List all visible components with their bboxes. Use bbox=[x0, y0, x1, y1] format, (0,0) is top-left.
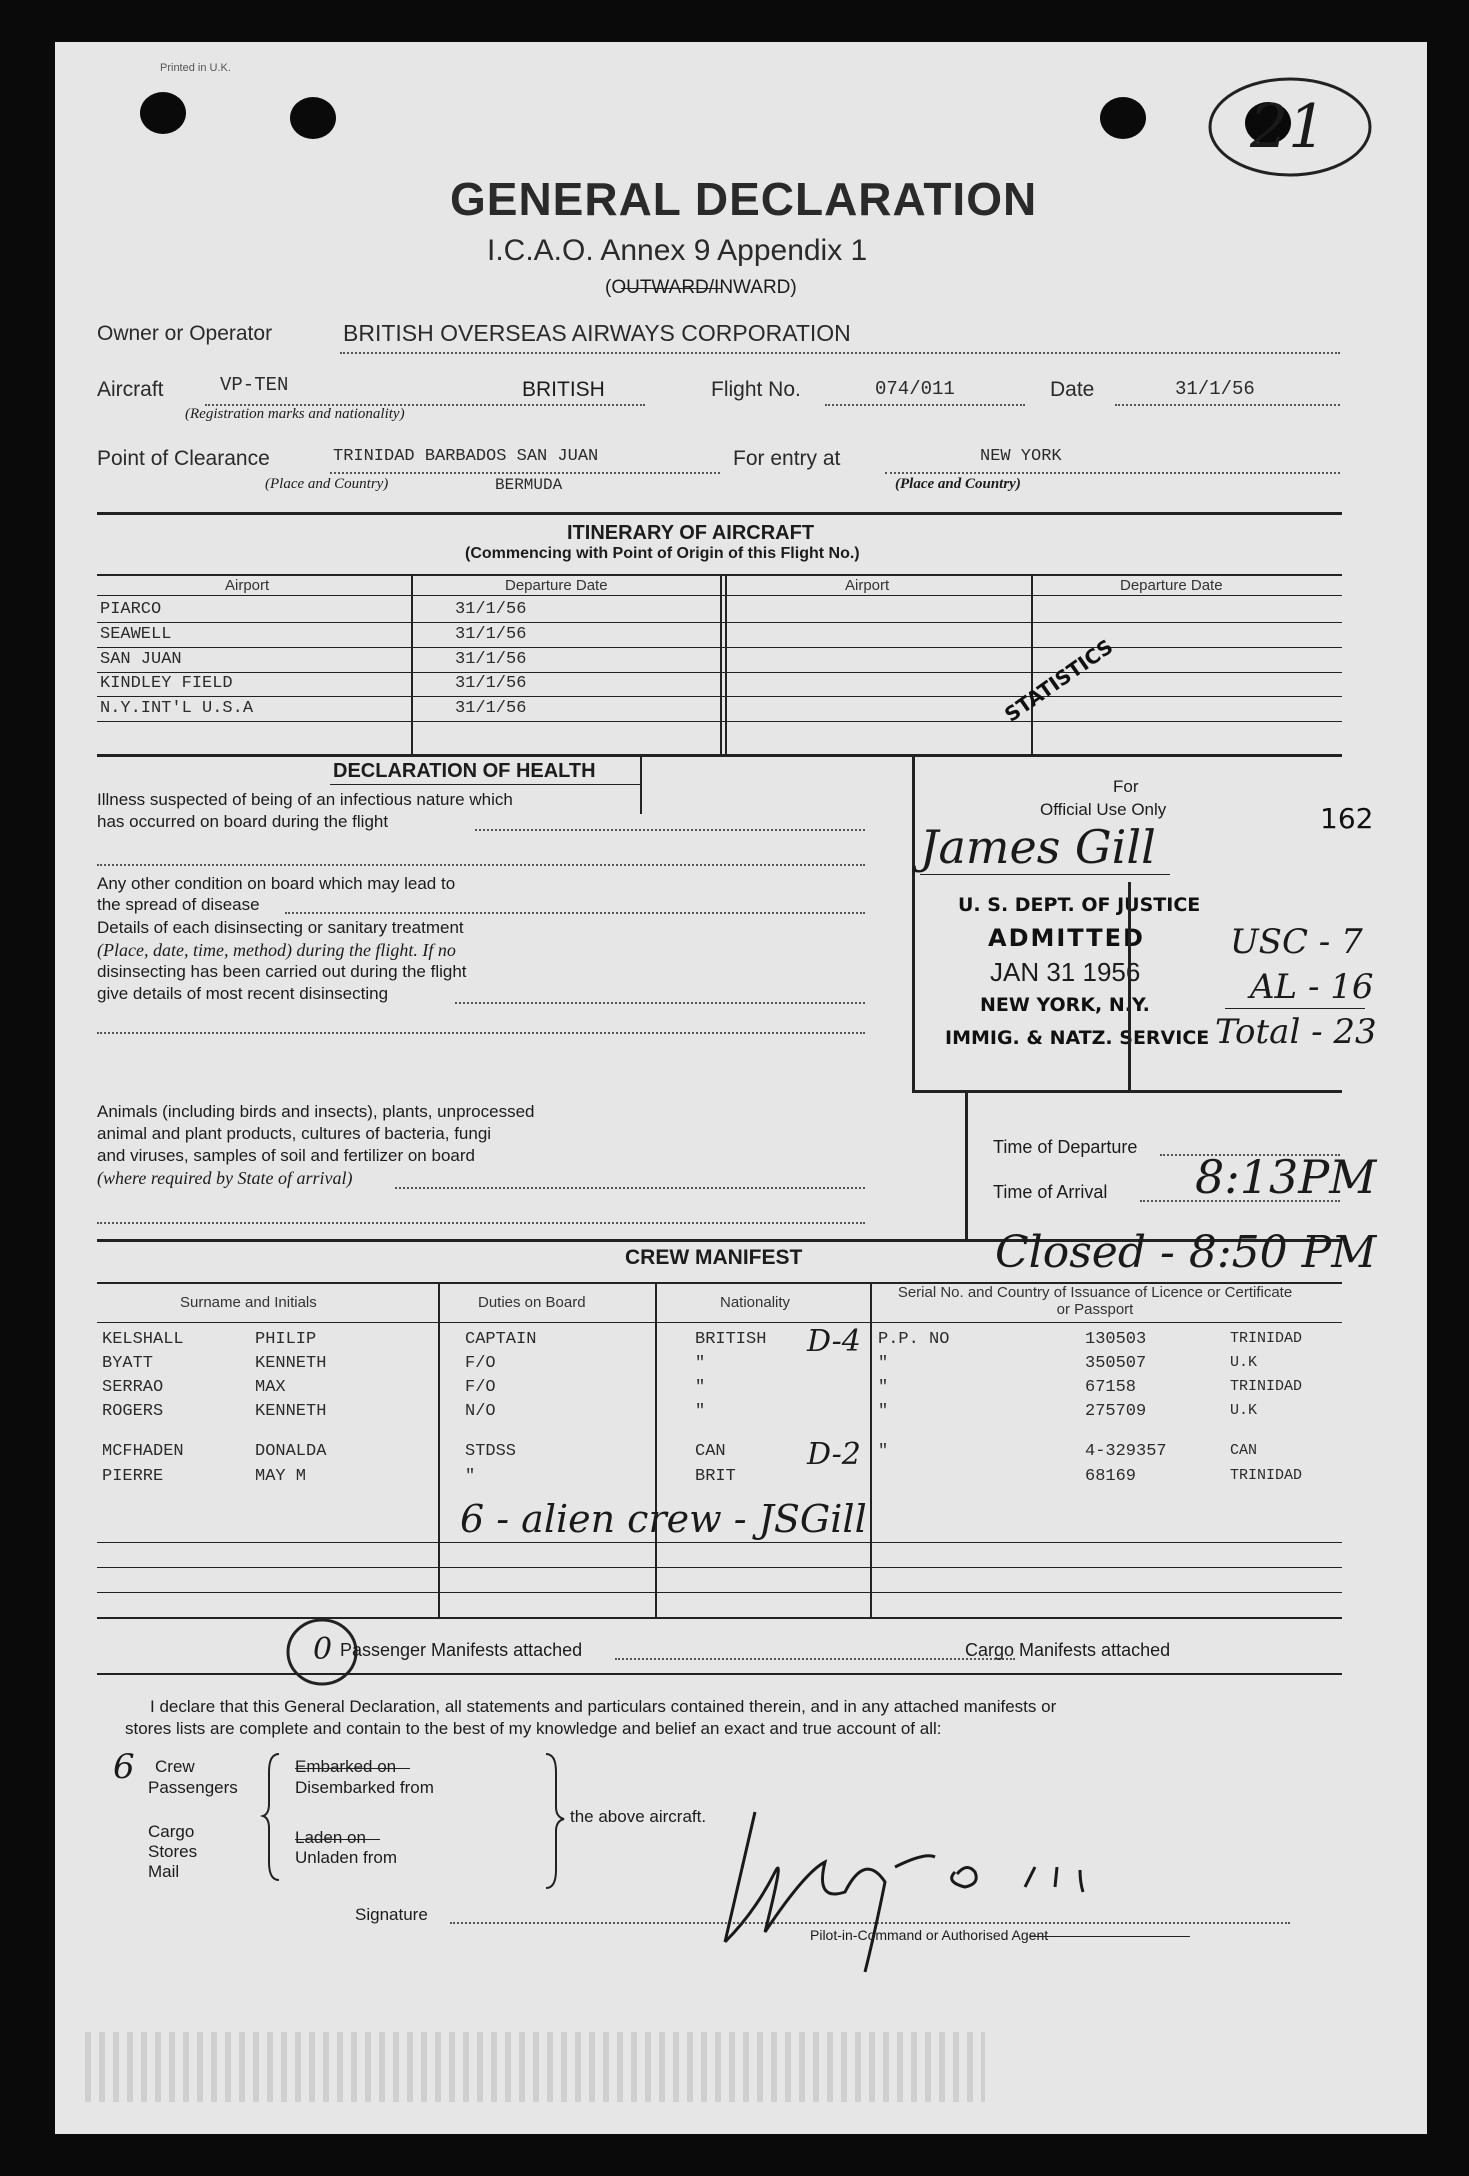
crew-surname: PIERRE bbox=[102, 1467, 164, 1486]
crew-header-duties: Duties on Board bbox=[478, 1294, 586, 1311]
embarked-label: Embarked on bbox=[295, 1757, 397, 1776]
disembarked-label: Disembarked from bbox=[295, 1778, 434, 1797]
health-illness-1: Illness suspected of being of an infectious nature which bbox=[97, 790, 513, 809]
stamp-bar bbox=[1128, 882, 1131, 1092]
crew-pp: " bbox=[878, 1354, 889, 1373]
official-signature: James Gill bbox=[920, 820, 1156, 874]
entry-line bbox=[885, 472, 1340, 474]
animals-2: animal and plant products, cultures of bacteria, fungi bbox=[97, 1124, 492, 1143]
health-illness-2: has occurred on board during the flight bbox=[97, 812, 389, 831]
brace bbox=[540, 1752, 570, 1892]
stamp-dept: U. S. DEPT. OF JUSTICE bbox=[958, 894, 1201, 916]
itinerary-col bbox=[725, 574, 727, 754]
laden-strikethrough bbox=[295, 1839, 380, 1840]
health-disinsect-2: (Place, date, time, method) during the flight. If no bbox=[97, 940, 456, 960]
itinerary-date: 31/1/56 bbox=[455, 650, 527, 669]
animals-line bbox=[395, 1187, 865, 1189]
health-disinsect-4: give details of most recent disinsecting bbox=[97, 984, 389, 1003]
crew-pp: P.P. NO bbox=[878, 1330, 950, 1349]
brace bbox=[265, 1752, 285, 1882]
owner-value: BRITISH OVERSEAS AIRWAYS CORPORATION bbox=[343, 320, 851, 346]
health-title-bar bbox=[640, 754, 642, 814]
stamp-date: JAN 31 1956 bbox=[990, 957, 1141, 987]
crew-nationality: BRIT bbox=[695, 1467, 736, 1486]
crew-surname: ROGERS bbox=[102, 1402, 164, 1421]
animals-1: Animals (including birds and insects), plants, unprocessed bbox=[97, 1102, 535, 1121]
crew-nationality: " bbox=[695, 1378, 706, 1397]
crew-surname: SERRAO bbox=[102, 1378, 164, 1397]
animals-line bbox=[97, 1222, 865, 1224]
punch-hole bbox=[140, 92, 186, 134]
flight-line bbox=[825, 404, 1025, 406]
crew-header-rule bbox=[97, 1322, 1342, 1323]
health-other-1: Any other condition on board which may lead to bbox=[97, 874, 456, 893]
clearance-value: TRINIDAD BARBADOS SAN JUAN bbox=[333, 447, 599, 466]
itinerary-airport: PIARCO bbox=[100, 600, 162, 619]
official-use-label: Official Use Only bbox=[1040, 800, 1167, 819]
official-number: 162 bbox=[1320, 802, 1374, 835]
stores-label: Stores bbox=[148, 1842, 198, 1861]
stamp-city: NEW YORK, N.Y. bbox=[980, 994, 1150, 1016]
date-line bbox=[1115, 404, 1340, 406]
crew-header-serial: Serial No. and Country of Issuance of Licence or Certificate or Passport bbox=[897, 1284, 1293, 1318]
cargo-label: Cargo bbox=[148, 1822, 195, 1841]
crew-surname: MCFHADEN bbox=[102, 1442, 184, 1461]
crew-duty: F/O bbox=[465, 1378, 496, 1397]
owner-line bbox=[340, 352, 1340, 354]
owner-label: Owner or Operator bbox=[97, 322, 273, 345]
itinerary-airport: N.Y.INT'L U.S.A bbox=[100, 699, 254, 718]
crew-nationality: CAN bbox=[695, 1442, 726, 1461]
crew-country: TRINIDAD bbox=[1230, 1467, 1303, 1484]
printed-in-note: Printed in U.K. bbox=[160, 62, 231, 74]
divider bbox=[97, 1673, 1342, 1675]
official-usc: USC - 7 bbox=[1230, 922, 1363, 962]
aircraft-caption: (Registration marks and nationality) bbox=[185, 406, 405, 422]
crew-nationality: BRITISH bbox=[695, 1330, 767, 1349]
punch-hole bbox=[1100, 97, 1146, 139]
crew-duty: " bbox=[465, 1467, 476, 1486]
clearance-caption: (Place and Country) bbox=[265, 476, 389, 492]
above-aircraft: the above aircraft. bbox=[570, 1807, 707, 1826]
closed-note: Closed - 8:50 PM bbox=[995, 1227, 1377, 1278]
punch-hole bbox=[290, 97, 336, 139]
crew-duty: STDSS bbox=[465, 1442, 517, 1461]
health-title-rule bbox=[330, 784, 640, 785]
crew-initials: MAX bbox=[255, 1378, 286, 1397]
crew-nationality: " bbox=[695, 1354, 706, 1373]
crew-pp: " bbox=[878, 1442, 889, 1461]
date-label: Date bbox=[1050, 378, 1095, 401]
itinerary-rule bbox=[97, 696, 1342, 697]
laden-label: Laden on bbox=[295, 1828, 366, 1847]
crew-serial: 4-329357 bbox=[1085, 1442, 1167, 1461]
pilot-label: Pilot-in-Command or Authorised Agent bbox=[810, 1927, 1049, 1943]
manifest-count: 0 bbox=[313, 1632, 333, 1667]
crew-serial: 130503 bbox=[1085, 1330, 1147, 1349]
itinerary-date: 31/1/56 bbox=[455, 625, 527, 644]
time-arrival-value: 8:13PM bbox=[1195, 1150, 1377, 1204]
clearance-value-2: BERMUDA bbox=[495, 476, 563, 494]
pilot-signature bbox=[695, 1792, 1315, 1992]
entry-value: NEW YORK bbox=[980, 447, 1062, 466]
statistics-stamp: STATISTICS bbox=[1000, 634, 1118, 727]
crew-country: U.K bbox=[1230, 1354, 1258, 1371]
time-departure-label: Time of Departure bbox=[993, 1137, 1138, 1157]
itinerary-rule bbox=[97, 622, 1342, 623]
itinerary-col bbox=[411, 574, 413, 754]
crew-initials: KENNETH bbox=[255, 1402, 327, 1421]
crew-initials: PHILIP bbox=[255, 1330, 317, 1349]
itinerary-subtitle: (Commencing with Point of Origin of this Flight No.) bbox=[465, 545, 860, 562]
clearance-line bbox=[330, 472, 720, 474]
itinerary-date: 31/1/56 bbox=[455, 600, 527, 619]
itinerary-header-airport: Airport bbox=[225, 577, 270, 594]
crew-mark-d2: D-2 bbox=[807, 1437, 861, 1472]
crew-serial: 67158 bbox=[1085, 1378, 1137, 1397]
crew-serial: 275709 bbox=[1085, 1402, 1147, 1421]
aircraft-nationality: BRITISH bbox=[522, 378, 605, 401]
unladen-label: Unladen from bbox=[295, 1848, 398, 1867]
crew-pp: " bbox=[878, 1402, 889, 1421]
time-arrival-label: Time of Arrival bbox=[993, 1182, 1108, 1202]
aircraft-reg: VP-TEN bbox=[220, 374, 289, 396]
health-line bbox=[285, 912, 865, 914]
crew-country: TRINIDAD bbox=[1230, 1378, 1303, 1395]
declaration-form bbox=[55, 42, 1427, 2134]
itinerary-col bbox=[1031, 574, 1033, 754]
crew-duty: N/O bbox=[465, 1402, 496, 1421]
cargo-manifests: Cargo Manifests attached bbox=[965, 1640, 1171, 1660]
health-title: DECLARATION OF HEALTH bbox=[333, 760, 596, 782]
stamp-service: IMMIG. & NATZ. SERVICE bbox=[945, 1027, 1210, 1049]
signature-label: Signature bbox=[355, 1905, 428, 1924]
crew-duty: F/O bbox=[465, 1354, 496, 1373]
health-line bbox=[475, 829, 865, 831]
itinerary-date: 31/1/56 bbox=[455, 674, 527, 693]
health-line bbox=[97, 864, 865, 866]
crew-rule bbox=[97, 1542, 1342, 1543]
direction: (OUTWARD/INWARD) bbox=[605, 277, 797, 298]
aircraft-label: Aircraft bbox=[97, 378, 164, 401]
faded-marks bbox=[85, 2032, 985, 2102]
crew-serial: 68169 bbox=[1085, 1467, 1137, 1486]
health-disinsect-1: Details of each disinsecting or sanitary treatment bbox=[97, 918, 464, 937]
passengers-label: Passengers bbox=[148, 1778, 238, 1797]
crew-nationality: " bbox=[695, 1402, 706, 1421]
crew-surname: KELSHALL bbox=[102, 1330, 184, 1349]
itinerary-header-date: Departure Date bbox=[505, 577, 608, 594]
itinerary-col bbox=[720, 574, 722, 754]
entry-caption: (Place and Country) bbox=[895, 476, 1021, 492]
itinerary-rule bbox=[97, 721, 1342, 722]
times-box-left bbox=[965, 1092, 968, 1240]
crew-pp: " bbox=[878, 1378, 889, 1397]
itinerary-date: 31/1/56 bbox=[455, 699, 527, 718]
itinerary-airport: SEAWELL bbox=[100, 625, 172, 644]
itinerary-rule bbox=[97, 672, 1342, 673]
embarked-strikethrough bbox=[295, 1768, 410, 1769]
crew-label: Crew bbox=[155, 1757, 195, 1776]
declaration-text-2: stores lists are complete and contain to the best of my knowledge and belief an exact and true account of all: bbox=[125, 1719, 942, 1738]
itinerary-rule bbox=[97, 647, 1342, 648]
crew-country: U.K bbox=[1230, 1402, 1258, 1419]
direction-strikethrough bbox=[621, 288, 721, 289]
crew-surname: BYATT bbox=[102, 1354, 154, 1373]
official-box-left bbox=[912, 754, 915, 1092]
declaration-text-1: I declare that this General Declaration, all statements and particulars contained therein, and in any attached manifests or bbox=[150, 1697, 1057, 1716]
official-total: Total - 23 bbox=[1215, 1012, 1377, 1052]
official-al: AL - 16 bbox=[1250, 967, 1374, 1007]
crew-country: TRINIDAD bbox=[1230, 1330, 1303, 1347]
official-al-rule bbox=[1225, 1008, 1365, 1009]
animals-3: and viruses, samples of soil and fertilizer on board bbox=[97, 1146, 475, 1165]
crew-duty: CAPTAIN bbox=[465, 1330, 537, 1349]
crew-note: 6 - alien crew - JSGill bbox=[460, 1497, 867, 1541]
page-subtitle: I.C.A.O. Annex 9 Appendix 1 bbox=[487, 234, 868, 267]
entry-label: For entry at bbox=[733, 447, 841, 470]
flight-value: 074/011 bbox=[875, 378, 955, 400]
official-box-bottom bbox=[912, 1090, 1342, 1093]
official-signature-rule bbox=[920, 874, 1170, 875]
itinerary-airport: SAN JUAN bbox=[100, 650, 182, 669]
itinerary-title: ITINERARY OF AIRCRAFT bbox=[567, 522, 815, 544]
page-title: GENERAL DECLARATION bbox=[450, 173, 1038, 225]
itinerary-header-airport-2: Airport bbox=[845, 577, 890, 594]
itinerary-airport: KINDLEY FIELD bbox=[100, 674, 233, 693]
crew-header-surname: Surname and Initials bbox=[180, 1294, 317, 1311]
passenger-manifests: Passenger Manifests attached bbox=[340, 1640, 583, 1660]
crew-initials: DONALDA bbox=[255, 1442, 327, 1461]
crew-initials: KENNETH bbox=[255, 1354, 327, 1373]
flight-label: Flight No. bbox=[711, 378, 801, 401]
animals-4: (where required by State of arrival) bbox=[97, 1168, 353, 1188]
health-disinsect-3: disinsecting has been carried out during the flight bbox=[97, 962, 467, 981]
crew-title: CREW MANIFEST bbox=[625, 1246, 803, 1269]
declaration-count: 6 bbox=[113, 1747, 135, 1787]
stamp-admitted: ADMITTED bbox=[988, 924, 1145, 952]
crew-initials: MAY M bbox=[255, 1467, 307, 1486]
itinerary-header-date-2: Departure Date bbox=[1120, 577, 1223, 594]
page-number: 21 bbox=[1250, 92, 1327, 162]
clearance-label: Point of Clearance bbox=[97, 447, 270, 470]
crew-serial: 350507 bbox=[1085, 1354, 1147, 1373]
crew-mark-d4: D-4 bbox=[807, 1324, 861, 1359]
divider bbox=[97, 754, 1342, 757]
manifest-line bbox=[615, 1658, 1015, 1660]
crew-country: CAN bbox=[1230, 1442, 1258, 1459]
itinerary-header-rule bbox=[97, 595, 1342, 596]
mail-label: Mail bbox=[148, 1862, 180, 1881]
health-line bbox=[97, 1032, 865, 1034]
health-line bbox=[455, 1002, 865, 1004]
official-for-label: For bbox=[1113, 777, 1139, 796]
crew-header-nationality: Nationality bbox=[720, 1294, 791, 1311]
health-other-2: the spread of disease bbox=[97, 895, 260, 914]
date-value: 31/1/56 bbox=[1175, 378, 1255, 400]
crew-rule bbox=[97, 1567, 1342, 1568]
divider bbox=[97, 512, 1342, 515]
crew-rule bbox=[97, 1592, 1342, 1593]
